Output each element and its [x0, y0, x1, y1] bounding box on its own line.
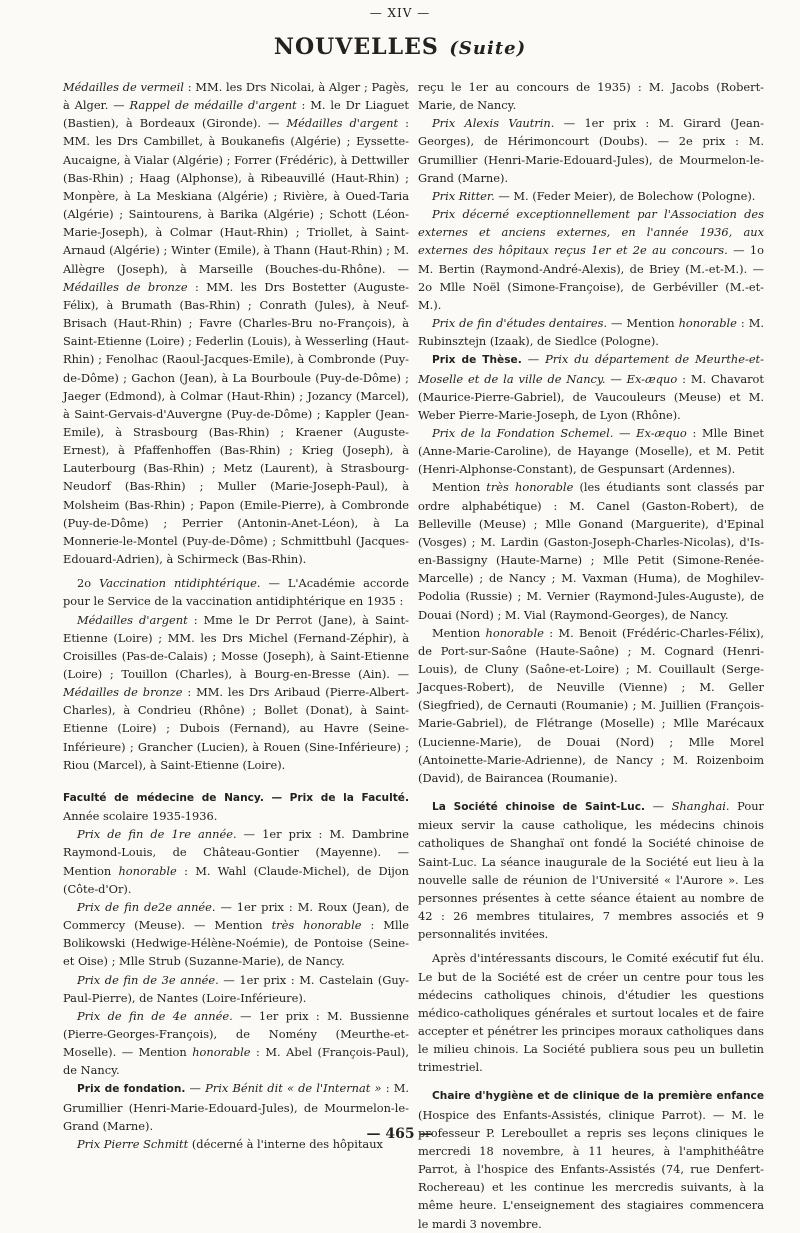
- paragraph-prix-3e-annee: Prix de fin de 3e année. — 1er prix : M. Castelain (Guy-Paul-Pierre), de Nantes (Loire-Inférieure).: [63, 972, 409, 1005]
- paragraph-prix-schemel: Prix de la Fondation Schemel. — Ex-æquo : Mlle Binet (Anne-Marie-Caroline), de Hayange (Moselle), et M. Petit (Henri-Alphonse-Constant), de Gespunsart (Ardennes).: [418, 425, 765, 477]
- page-folio: — XIV —: [369, 6, 431, 20]
- paragraph-prix-fondation: Prix de fondation. — Prix Bénit dit « de l'Internat » : M. Grumillier (Henri-Marie-Edouard-Jules), de Mourmelon-le-Grand (Marne).: [63, 1081, 409, 1133]
- paragraph-prix-ritter: Prix Ritter. — M. (Feder Meier), de Bolechow (Pologne).: [432, 188, 756, 203]
- paragraph-comite-executif: Après d'intéressants discours, le Comité exécutif fut élu. Le but de la Société est de créer un centre pour tous les médecins catholiques chinois, d'étudier les questions médico-catholiques générales et surtout locales et de faire accepter et pénétrer les principes moraux catholiques dans le milieu chinois. La Société publiera sous peu un bulletin trimestriel.: [418, 951, 764, 1075]
- paragraph-vaccination: 2o Vaccination ntidiphtérique. — L'Académie accorde pour le Service de la vaccination antidiphtérique en 1935 :: [63, 576, 409, 609]
- paragraph-prix-2e-annee: Prix de fin de2e année. — 1er prix : M. Roux (Jean), de Commercy (Meuse). — Mention très honorable : Mlle Bolikowski (Hedwige-Hélène-Noémie), de Pontoise (Seine-et Oise) ; Mlle Strub (Suzanne-Marie), de Nancy.: [63, 899, 409, 969]
- paragraph-medailles-vermeil: Médailles de vermeil : MM. les Drs Nicolai, à Alger ; Pagès, à Alger. — Rappel de médaille d'argent : M. le Dr Liaguet (Bastien), à Bordeaux (Gironde). — Médailles d'argent : MM. les Drs Cambillet, à Boukanefis (Algérie) ; Eyssette-Aucaigne, à Vialar (Algérie) ; Forrer (Frédéric), à Dettwiller (Bas-Rhin) ; Haag (Alphonse), à Ribeauvillé (Haut-Rhin) ; Monpère, à La Meskiana (Algérie) ; Rivière, à Oued-Taria (Algérie) ; Saintourens, à Barika (Algérie) ; Schott (Léon-Marie-Joseph), à Colmar (Haut-Rhin) ; Triollet, à Saint-Arnaud (Algérie) ; Winter (Emile), à Thann (Haut-Rhin) ; M. Allègre (Joseph), à Marseille (Bouches-du-Rhône). — Médailles de bronze : MM. les Drs Bostetter (Auguste-Félix), à Brumath (Bas-Rhin) ; Conrath (Jules), à Neuf-Brisach (Haut-Rhin) ; Favre (Charles-Bru no-François), à Saint-Etienne (Loire) ; Federlin (Louis), à Wesserling (Haut-Rhin) ; Fenolhac (Raoul-Jacques-Emile), à Combronde (Puy-de-Dôme) ; Gachon (Jean), à La Bourboule (Puy-de-Dôme) ; Jaeger (Edmond), à Colmar (Haut-Rhin) ; Jozancy (Marcel), à Saint-Gervais-d'Auvergne (Puy-de-Dôme) ; Kappler (Jean-Emile), à Strasbourg (Bas-Rhin) ; Kraener (Auguste-Ernest), à Pfaffenhoffen (Bas-Rhin) ; Krieg (Joseph), à Lauterbourg (Bas-Rhin) ; Metz (Laurent), à Strasbourg-Neudorf (Bas-Rhin) ; Muller (Marie-Joseph-Paul), à Molsheim (Bas-Rhin) ; Papon (Emile-Pierre), à Combronde (Puy-de-Dôme) ; Perrier (Antonin-Anet-Léon), à La Monnerie-le-Montel (Puy-de-Dôme) ; Schmittbuhl (Jacques-Edouard-Adrien), à Schirmeck (Bas-Rhin).: [63, 80, 410, 567]
- section-header: [0, 34, 800, 60]
- paragraph-prix-4e-annee: Prix de fin de 4e année. — 1er prix : M. Bussienne (Pierre-Georges-François), de Nomény (Meurthe-et-Moselle). — Mention honorable : M. Abel (François-Paul), de Nancy.: [63, 1008, 409, 1078]
- paragraph-prix-dentaires: Prix de fin d'études dentaires. — Mention honorable : M. Rubinsztejn (Izaak), de Siedlce (Pologne).: [418, 316, 764, 349]
- paragraph-chaire-hygiene: Chaire d'hygiène et de clinique de la première enfance (Hospice des Enfants-Assistés, clinique Parrot). — M. le professeur P. Lereboullet a repris ses leçons cliniques le mercredi 18 novembre, à 11 heures, à l'amphithéâtre Parrot, à l'hospice des Enfants-Assistés (74, rue Denfert-Rochereau) et les continue les mercredis suivants, à la même heure. L'enseignement des stagiaires commencera le mardi 3 novembre.: [418, 1090, 764, 1231]
- section-suite: (Suite): [449, 38, 527, 59]
- right-column: [418, 78, 765, 1231]
- paragraph-mention-honorable: Mention honorable : M. Benoit (Frédéric-Charles-Félix), de Port-sur-Saône (Haute-Saône) ; M. Cognard (Henri-Louis), de Cluny (Saône-et-Loire) ; M. Couillault (Serge-Jacques-Robert), de Neuville (Vienne) ; M. Geller (Siegfried), de Cernauti (Roumanie) ; M. Juillien (François-Marie-Gabriel), de Flétrange (Moselle) ; Mlle Marécaux (Lucienne-Marie), de Douai (Nord) ; Mlle Morel (Antoinette-Marie-Adrienne), de Nancy ; M. Roizenboim (David), de Bairancea (Roumanie).: [418, 625, 764, 785]
- paragraph-prix-1re-annee: Prix de fin de 1re année. — 1er prix : M. Dambrine Raymond-Louis, de Château-Gontier (Mayenne). — Mention honorable : M. Wahl (Claude-Michel), de Dijon (Côte-d'Or).: [63, 827, 410, 896]
- paragraph-societe-saint-luc: La Société chinoise de Saint-Luc. — Shanghai. Pour mieux servir la cause catholique, les médecins chinois catholiques de Shanghaï ont fondé la Société chinoise de Saint-Luc. La séance inaugurale de la Société eut lieu à la nouvelle salle de réunion de l'Université « l'Aurore ». Les personnes présentes à cette séance étaient au nombre de 42 : 26 membres titulaires, 7 membres associés et 9 personnalités invitées.: [418, 799, 764, 942]
- paragraph-mention-tres-honorable: Mention très honorable (les étudiants sont classés par ordre alphabétique) : M. Canel (Gaston-Robert), de Belleville (Meuse) ; Mlle Gonand (Marguerite), d'Epinal (Vosges) ; M. Lardin (Gaston-Joseph-Charles-Nicolas), d'Is-en-Bassigny (Haute-Marne) ; Mlle Petit (Simone-Renée-Marcelle) ; de Nancy ; M. Vaxman (Huma), de Moghilev-Podolia (Russie) ; M. Vernier (Raymond-Jules-Auguste), de Douai (Nord) ; M. Vial (Raymond-Georges), de Nancy.: [418, 480, 765, 622]
- paragraph-faculte-nancy: Faculté de médecine de Nancy. — Prix de la Faculté. Année scolaire 1935-1936.: [63, 791, 409, 824]
- paragraph-continuation: reçu le 1er au concours de 1935) : M. Jacobs (Robert-Marie, de Nancy.: [418, 80, 764, 113]
- page-number: — 465 —: [366, 1126, 434, 1142]
- paragraph-prix-these: Prix de Thèse. — Prix du département de Meurthe-et-Moselle et de la ville de Nancy. — Ex-æquo : M. Chavarot (Maurice-Pierre-Gabriel), de Vaucouleurs (Meuse) et M. Weber Pierre-Marie-Joseph, de Lyon (Rhône).: [418, 352, 764, 422]
- paragraph-prix-vautrin: Prix Alexis Vautrin. — 1er prix : M. Girard (Jean-Georges), de Hérimoncourt (Doubs). — 2e prix : M. Grumillier (Henri-Marie-Edouard-Jules), de Mourmelon-le-Grand (Marne).: [418, 116, 764, 185]
- section-title: NOUVELLES: [273, 34, 439, 60]
- paragraph-vaccination-medailles: Médailles d'argent : Mme le Dr Perrot (Jane), à Saint-Etienne (Loire) ; MM. les Drs Michel (Fernand-Zéphir), à Croisilles (Pas-de-Calais) ; Mosse (Joseph), à Saint-Etienne (Loire) ; Touillon (Charles), à Bourg-en-Bresse (Ain). — Médailles de bronze : MM. les Drs Aribaud (Pierre-Albert-Charles), à Condrieu (Rhône) ; Bollet (Donat), à Saint-Etienne (Loire) ; Dubois (Fernand), au Havre (Seine-Inférieure) ; Grancher (Lucien), à Rouen (Sine-Inférieure) ; Riou (Marcel), à Saint-Etienne (Loire).: [63, 612, 409, 772]
- paragraph-prix-schmitt: Prix Pierre Schmitt (décerné à l'interne des hôpitaux: [77, 1136, 383, 1151]
- paragraph-prix-externes: Prix décerné exceptionnellement par l'Association des externes et anciens externes, en l'année 1936, aux externes des hôpitaux reçus 1er et 2e au concours. — 1o M. Bertin (Raymond-André-Alexis), de Briey (M.-et-M.). — 2o Mlle Noël (Simone-Françoise), de Gerbéviller (M.-et-M.).: [418, 207, 764, 312]
